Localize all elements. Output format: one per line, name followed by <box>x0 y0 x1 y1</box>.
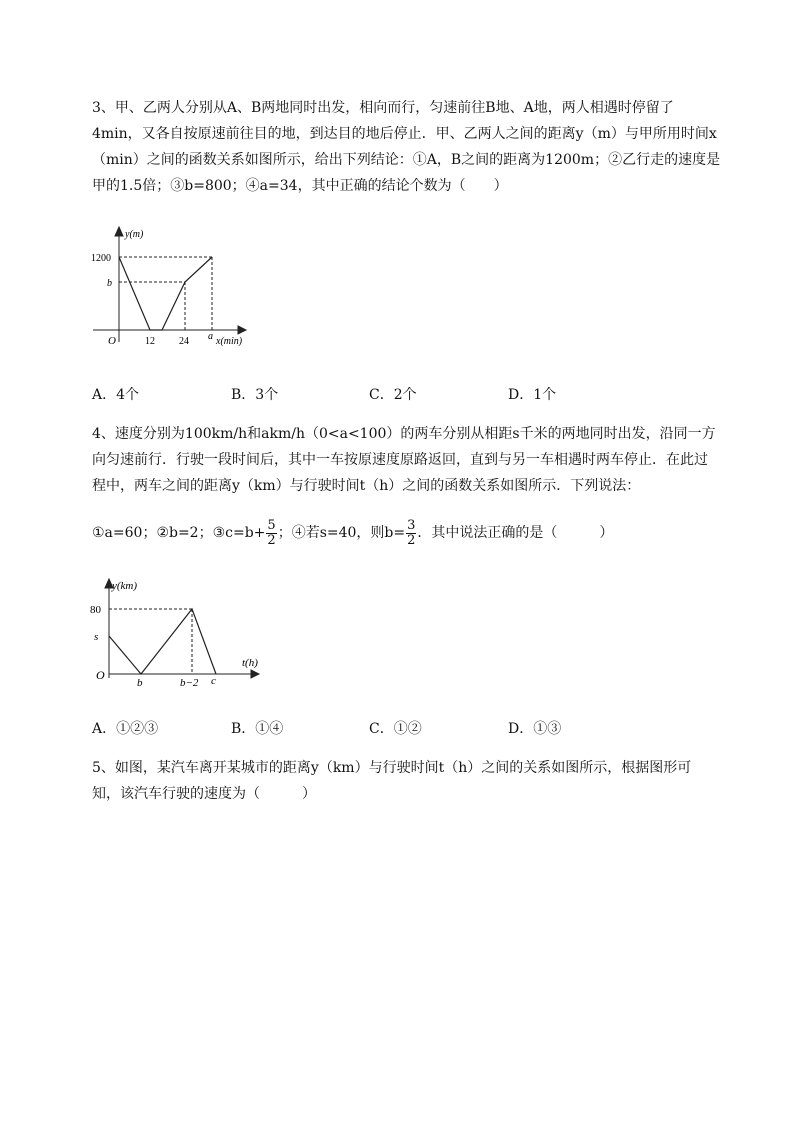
q5-text-line-1: 5、如图，某汽车离开某城市的距离y（km）与行驶时间t（h）之间的关系如图所示，根据图形可 <box>92 760 692 776</box>
q4-option-d[interactable]: D．①③ <box>508 721 562 737</box>
q3-tick-b: b <box>107 278 112 289</box>
q3-graph <box>88 222 258 350</box>
q3-origin: O <box>108 335 116 347</box>
q3-option-b[interactable]: B．3个 <box>231 387 279 403</box>
q3-tick-a: a <box>208 331 213 342</box>
q3-graph-line <box>119 257 212 330</box>
q4-fraction-1-den: 2 <box>267 532 276 548</box>
q4-option-c[interactable]: C．①② <box>369 721 422 737</box>
q3-text-line-1: 3、甲、乙两人分别从A、B两地同时出发，相向而行，匀速前往B地、A地，两人相遇时停留了 <box>92 100 674 116</box>
q5-text-line-2: 知，该汽车行驶的速度为（ ） <box>92 786 316 802</box>
q3-option-a[interactable]: A．4个 <box>92 387 140 403</box>
q3-y-arrow-icon <box>115 227 123 236</box>
q4-statements <box>92 516 613 550</box>
q3-options <box>92 384 692 404</box>
q4-text-line-3: 程中，两车之间的距离y（km）与行驶时间t（h）之间的函数关系如图所示．下列说法： <box>92 478 641 494</box>
q4-x-arrow-icon <box>251 670 259 678</box>
q3-text-line-2: 4min，又各自按原速前往目的地，到达目的地后停止．甲、乙两人之间的距离y（m）与甲所用时间x <box>92 126 717 142</box>
q4-tick-c: c <box>211 675 216 687</box>
q3-option-c[interactable]: C．2个 <box>369 387 417 403</box>
q3-text-line-4: 甲的1.5倍；③b=800；④a=34，其中正确的结论个数为（ ） <box>92 178 508 194</box>
q3-tick-24: 24 <box>179 336 189 347</box>
q4-fraction-2 <box>406 519 416 548</box>
q4-graph-line <box>109 609 216 674</box>
q3-option-d[interactable]: D．1个 <box>508 387 557 403</box>
q3-tick-12: 12 <box>145 336 155 347</box>
q4-fraction-1-num: 5 <box>267 517 276 533</box>
q4-options <box>92 718 692 738</box>
q3-text-line-3: （min）之间的函数关系如图所示，给出下列结论：①A，B之间的距离为1200m；②乙行走的速度是 <box>92 152 721 168</box>
q4-fraction-2-num: 3 <box>407 517 416 533</box>
q4-tick-b: b <box>137 677 143 689</box>
q4-tick-s: s <box>94 631 99 643</box>
q4-statement-part-3: ．其中说法正确的是（ ） <box>417 525 614 541</box>
q4-y-label: y(km) <box>112 580 138 592</box>
q3-x-label: x(min) <box>216 336 243 347</box>
q4-statement-part-1: ①a=60；②b=2；③c=b+ <box>92 525 266 541</box>
q4-option-a[interactable]: A．①②③ <box>92 721 159 737</box>
q4-text-line-1: 4、速度分别为100km/h和akm/h（0<a<100）的两车分别从相距s千米的两地同时出发，沿同一方 <box>92 426 716 442</box>
q4-tick-b-minus-2: b−2 <box>180 677 199 689</box>
q4-text-line-2: 向匀速前行．行驶一段时间后，其中一车按原速度原路返回，直到与另一车相遇时两车停止．在此过 <box>92 452 708 468</box>
q3-tick-1200: 1200 <box>91 253 111 264</box>
q4-origin: O <box>96 668 105 682</box>
q4-graph <box>88 570 268 692</box>
q3-x-arrow-icon <box>238 326 246 334</box>
q4-option-b[interactable]: B．①④ <box>231 721 284 737</box>
q4-x-label: t(h) <box>242 657 258 669</box>
q4-statement-part-2: ；④若s=40，则b= <box>277 525 406 541</box>
q4-fraction-1 <box>266 519 276 548</box>
q3-y-label: y(m) <box>125 229 144 240</box>
q4-fraction-2-den: 2 <box>407 532 416 548</box>
q4-tick-80: 80 <box>90 604 101 616</box>
